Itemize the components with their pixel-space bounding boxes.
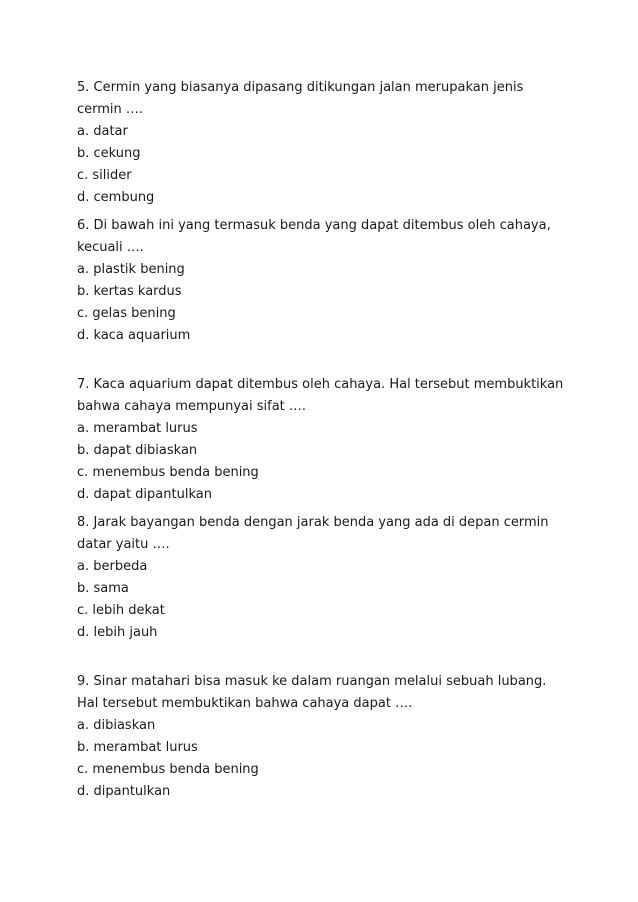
question-text: 7. Kaca aquarium dapat ditembus oleh cahaya. Hal tersebut membuktikan bahwa cahaya mempunyai sifat ….: [77, 377, 564, 414]
option-d: d. lebih jauh: [77, 625, 158, 640]
question-7: [77, 374, 567, 506]
option-d: d. cembung: [77, 190, 155, 205]
option-c: c. lebih dekat: [77, 603, 165, 618]
option-b: b. dapat dibiaskan: [77, 443, 198, 458]
question-text: 9. Sinar matahari bisa masuk ke dalam ruangan melalui sebuah lubang. Hal tersebut membuktikan bahwa cahaya dapat ….: [77, 674, 547, 711]
option-d: d. kaca aquarium: [77, 328, 191, 343]
option-b: b. kertas kardus: [77, 284, 182, 299]
option-d: d. dipantulkan: [77, 784, 171, 799]
option-c: c. silider: [77, 168, 132, 183]
question-text: 5. Cermin yang biasanya dipasang ditikungan jalan merupakan jenis cermin ….: [77, 80, 524, 117]
option-b: b. sama: [77, 581, 129, 596]
question-9: [77, 671, 567, 803]
option-c: c. gelas bening: [77, 306, 176, 321]
question-8: [77, 512, 567, 644]
option-b: b. merambat lurus: [77, 740, 198, 755]
question-5: [77, 77, 567, 209]
question-text: 6. Di bawah ini yang termasuk benda yang dapat ditembus oleh cahaya, kecuali ….: [77, 218, 551, 255]
option-a: a. merambat lurus: [77, 421, 198, 436]
option-c: c. menembus benda bening: [77, 762, 259, 777]
option-a: a. plastik bening: [77, 262, 185, 277]
option-a: a. datar: [77, 124, 128, 139]
option-c: c. menembus benda bening: [77, 465, 259, 480]
option-a: a. dibiaskan: [77, 718, 156, 733]
question-6: [77, 215, 567, 347]
document-page: [77, 77, 567, 803]
option-a: a. berbeda: [77, 559, 148, 574]
option-d: d. dapat dipantulkan: [77, 487, 212, 502]
question-text: 8. Jarak bayangan benda dengan jarak benda yang ada di depan cermin datar yaitu ….: [77, 515, 549, 552]
option-b: b. cekung: [77, 146, 141, 161]
